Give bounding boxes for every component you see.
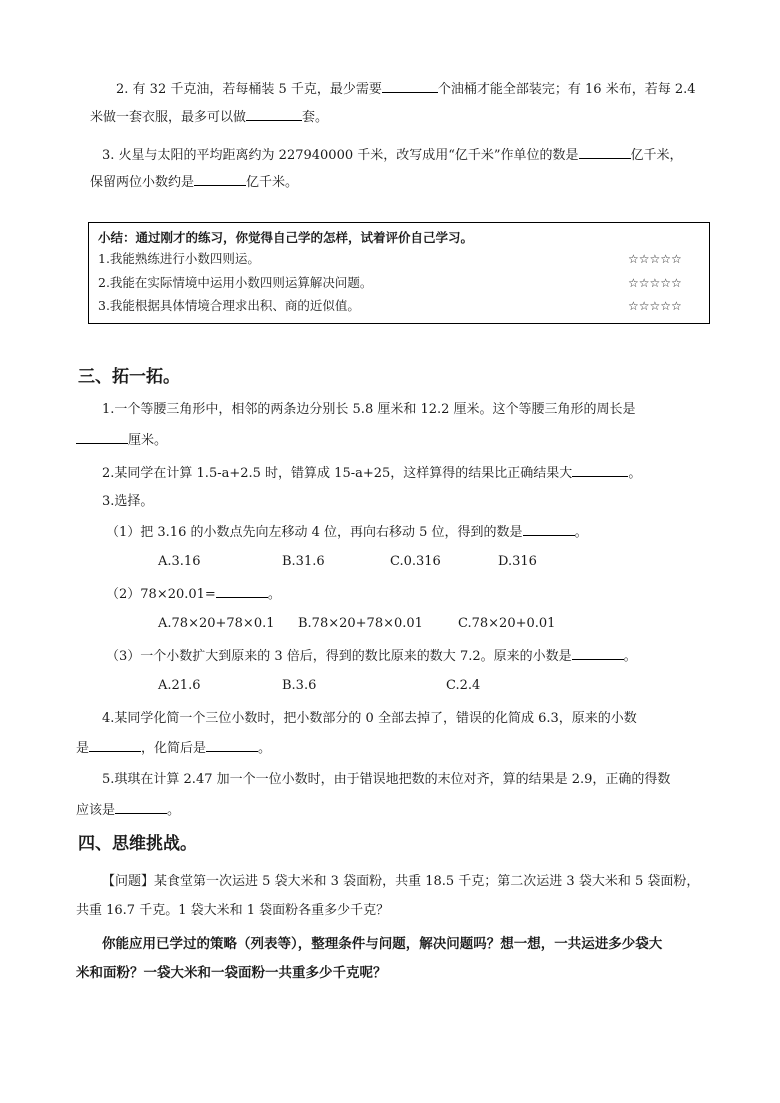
- answer-blank[interactable]: [115, 800, 167, 814]
- choice-1: （1）把 3.16 的小数点先向左移动 4 位，再向右移动 5 位，得到的数是 。: [106, 522, 588, 543]
- choice-2: （2）78×20.01= 。: [106, 584, 281, 605]
- question-3-line-2: 保留两位小数约是 亿千米。: [90, 172, 298, 193]
- summary-item-3: 3.我能根据具体情境合理求出积、商的近似值。: [98, 298, 360, 313]
- answer-blank[interactable]: [572, 463, 628, 477]
- choice-2-option-a[interactable]: A.78×20+78×0.1: [158, 616, 275, 631]
- answer-blank[interactable]: [523, 522, 575, 536]
- star-rating-2[interactable]: ☆☆☆☆☆: [628, 276, 682, 290]
- star-rating-3[interactable]: ☆☆☆☆☆: [628, 299, 682, 313]
- problem-line-2: 共重 16.7 千克。1 袋大米和 1 袋面粉各重多少千克？: [76, 903, 390, 918]
- choice-3-option-c[interactable]: C.2.4: [446, 678, 481, 693]
- prompt-line-2: 米和面粉？一袋大米和一袋面粉一共重多少千克呢？: [76, 965, 387, 981]
- choice-2-option-c[interactable]: C.78×20+0.01: [458, 616, 556, 631]
- summary-item-1: 1.我能熟练进行小数四则运。: [98, 251, 260, 266]
- answer-blank[interactable]: [216, 584, 268, 598]
- answer-blank[interactable]: [246, 107, 302, 121]
- choice-3: （3）一个小数扩大到原来的 3 倍后，得到的数比原来的数大 7.2。原来的小数是 。: [106, 646, 637, 667]
- question-2-line-2: 米做一套衣服，最多可以做 套。: [90, 107, 328, 128]
- prompt-line-1: 你能应用已学过的策略（列表等），整理条件与问题，解决问题吗？想一想，一共运进多少袋大: [102, 936, 663, 952]
- choice-2-option-b[interactable]: B.78×20+78×0.01: [298, 616, 423, 631]
- question-2-line-1: 2. 有 32 千克油，若每桶装 5 千克，最少需要 个油桶才能全部装完；有 16 米布，若每 2.4: [116, 79, 696, 100]
- section-4-title: 四、思维挑战。: [78, 834, 197, 854]
- section3-p3: 3.选择。: [102, 494, 154, 509]
- section3-p5-line-2: 应该是 。: [76, 800, 180, 821]
- section3-p4-line-2: 是 ，化简后是 。: [76, 738, 271, 759]
- choice-3-option-b[interactable]: B.3.6: [282, 678, 317, 693]
- answer-blank[interactable]: [89, 738, 141, 752]
- section3-p4-line-1: 4.某同学化简一个三位小数时，把小数部分的 0 全部去掉了，错误的化简成 6.3，原来的小数: [102, 711, 637, 726]
- answer-blank[interactable]: [579, 145, 631, 159]
- answer-blank[interactable]: [194, 172, 246, 186]
- choice-1-option-b[interactable]: B.31.6: [282, 554, 325, 569]
- answer-blank[interactable]: [382, 79, 438, 93]
- choice-1-option-a[interactable]: A.3.16: [158, 554, 201, 569]
- choice-1-option-c[interactable]: C.0.316: [390, 554, 441, 569]
- summary-item-2: 2.我能在实际情境中运用小数四则运算解决问题。: [98, 275, 373, 290]
- section3-p2: 2.某同学在计算 1.5-a+2.5 时，错算成 15-a+25，这样算得的结果比正确结果大 。: [102, 463, 641, 484]
- choice-1-option-d[interactable]: D.316: [498, 554, 537, 569]
- star-rating-1[interactable]: ☆☆☆☆☆: [628, 252, 682, 266]
- section3-p1-line-1: 1.一个等腰三角形中，相邻的两条边分别长 5.8 厘米和 12.2 厘米。这个等腰三角形的周长是: [102, 402, 636, 417]
- section-3-title: 三、拓一拓。: [78, 367, 180, 387]
- summary-title: 小结：通过刚才的练习，你觉得自己学的怎样，试着评价自己学习。: [98, 230, 474, 245]
- section3-p1-line-2: 厘米。: [76, 430, 167, 451]
- section3-p5-line-1: 5.琪琪在计算 2.47 加一个一位小数时，由于错误地把数的末位对齐，算的结果是 2.9，正确的得数: [102, 772, 671, 787]
- answer-blank[interactable]: [206, 738, 258, 752]
- choice-3-option-a[interactable]: A.21.6: [158, 678, 201, 693]
- question-3-line-1: 3. 火星与太阳的平均距离约为 227940000 千米，改写成用“亿千米”作单位的数是 亿千米，: [102, 145, 683, 166]
- answer-blank[interactable]: [76, 430, 128, 444]
- answer-blank[interactable]: [572, 646, 624, 660]
- problem-line-1: 【问题】某食堂第一次运进 5 袋大米和 3 袋面粉，共重 18.5 千克；第二次运进 3 袋大米和 5 袋面粉，: [102, 874, 700, 889]
